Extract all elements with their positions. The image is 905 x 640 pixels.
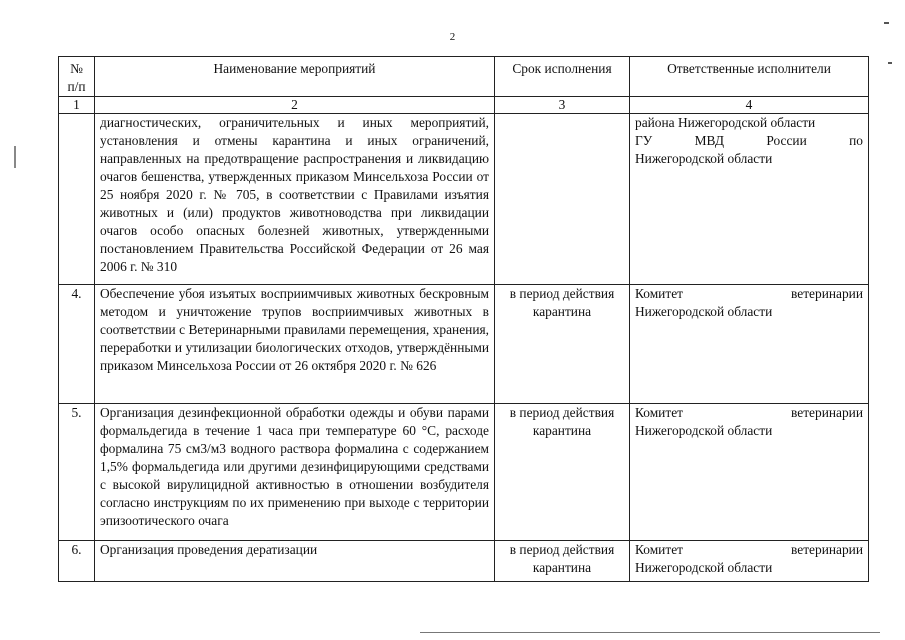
- row-responsible: [630, 541, 869, 582]
- responsible-word: ветеринарии: [791, 286, 863, 301]
- responsible-line-spread: [635, 404, 863, 422]
- header-responsible: Ответственные исполнители: [630, 57, 869, 97]
- table-row: [59, 404, 869, 541]
- scan-mark-top-right: [884, 22, 889, 24]
- row-measure: Организация дезинфекционной обработки одежды и обуви парами формальдегида в течение 1 часа при температуре 60 °С, расходе формалина 75 см3/м3 водного раствора формалина с содержанием 1,5% формальдегида или другими дезинфицирующими средствами с высокой вирулицидной активностью в отношении возбудителя согласно инструкциям по их применению при выходе с территории эпизоотического очага: [95, 404, 495, 541]
- responsible-line-spread: [635, 541, 863, 559]
- responsible-word: России: [766, 133, 807, 148]
- column-number: 3: [495, 97, 630, 114]
- row-measure: Обеспечение убоя изъятых восприимчивых животных бескровным методом и уничтожение трупов восприимчивых животных в соответствии с Ветеринарными правилами перемещения, хранения, переработки и утилизации биологических отходов, утверждёнными приказом Минсельхоза России от 26 октября 2020 г. № 626: [95, 285, 495, 404]
- responsible-line: Нижегородской области: [635, 304, 773, 319]
- table-row: [59, 114, 869, 285]
- row-measure: Организация проведения дератизации: [95, 541, 495, 582]
- responsible-line: Нижегородской области: [635, 423, 773, 438]
- responsible-word: Комитет: [635, 542, 683, 557]
- page-number: 2: [449, 31, 456, 43]
- table-header-row: [59, 57, 869, 97]
- responsible-word: по: [849, 133, 863, 148]
- responsible-word: МВД: [694, 133, 725, 148]
- row-number: 4.: [59, 285, 95, 404]
- column-number-row: [59, 97, 869, 114]
- responsible-word: ветеринарии: [791, 405, 863, 420]
- row-term: в период действия карантина: [495, 404, 630, 541]
- responsible-line: Нижегородской области: [635, 560, 773, 575]
- row-number: [59, 114, 95, 285]
- responsible-word: ГУ: [635, 133, 653, 148]
- row-measure: диагностических, ограничительных и иных мероприятий, установления и отмены карантина и иных ограничений, направленных на предотвращение распространения и ликвидацию очагов бешенства, утвержденных приказом Минсельхоза России от 25 ноября 2020 г. № 705, в соответствии с Правилами изъятия животных и (или) продуктов животноводства при ликвидации очагов особо опасных болезней животных, утвержденными постановлением Правительства Российской Федерации от 26 мая 2006 г. № 310: [95, 114, 495, 285]
- row-term: в период действия карантина: [495, 541, 630, 582]
- responsible-word: ветеринарии: [791, 542, 863, 557]
- row-term: [495, 114, 630, 285]
- column-number: 1: [59, 97, 95, 114]
- table-row: [59, 541, 869, 582]
- row-responsible: [630, 114, 869, 285]
- header-num: № п/п: [59, 57, 95, 97]
- responsible-word: Комитет: [635, 286, 683, 301]
- row-number: 6.: [59, 541, 95, 582]
- table-row: [59, 285, 869, 404]
- responsible-line: Нижегородской области: [635, 151, 773, 166]
- responsible-line-spread: [635, 285, 863, 303]
- column-number: 4: [630, 97, 869, 114]
- header-term: Срок исполнения: [495, 57, 630, 97]
- responsible-word: Комитет: [635, 405, 683, 420]
- row-number: 5.: [59, 404, 95, 541]
- responsible-line: района Нижегородской области: [635, 115, 816, 130]
- row-responsible: [630, 285, 869, 404]
- column-number: 2: [95, 97, 495, 114]
- plan-table: [58, 56, 869, 582]
- responsible-line-spread: [635, 132, 863, 150]
- scan-mark-right: [888, 62, 892, 64]
- header-name: Наименование мероприятий: [95, 57, 495, 97]
- row-responsible: [630, 404, 869, 541]
- scan-mark-left: [14, 146, 16, 168]
- scan-mark-bottom: [420, 632, 880, 633]
- row-term: в период действия карантина: [495, 285, 630, 404]
